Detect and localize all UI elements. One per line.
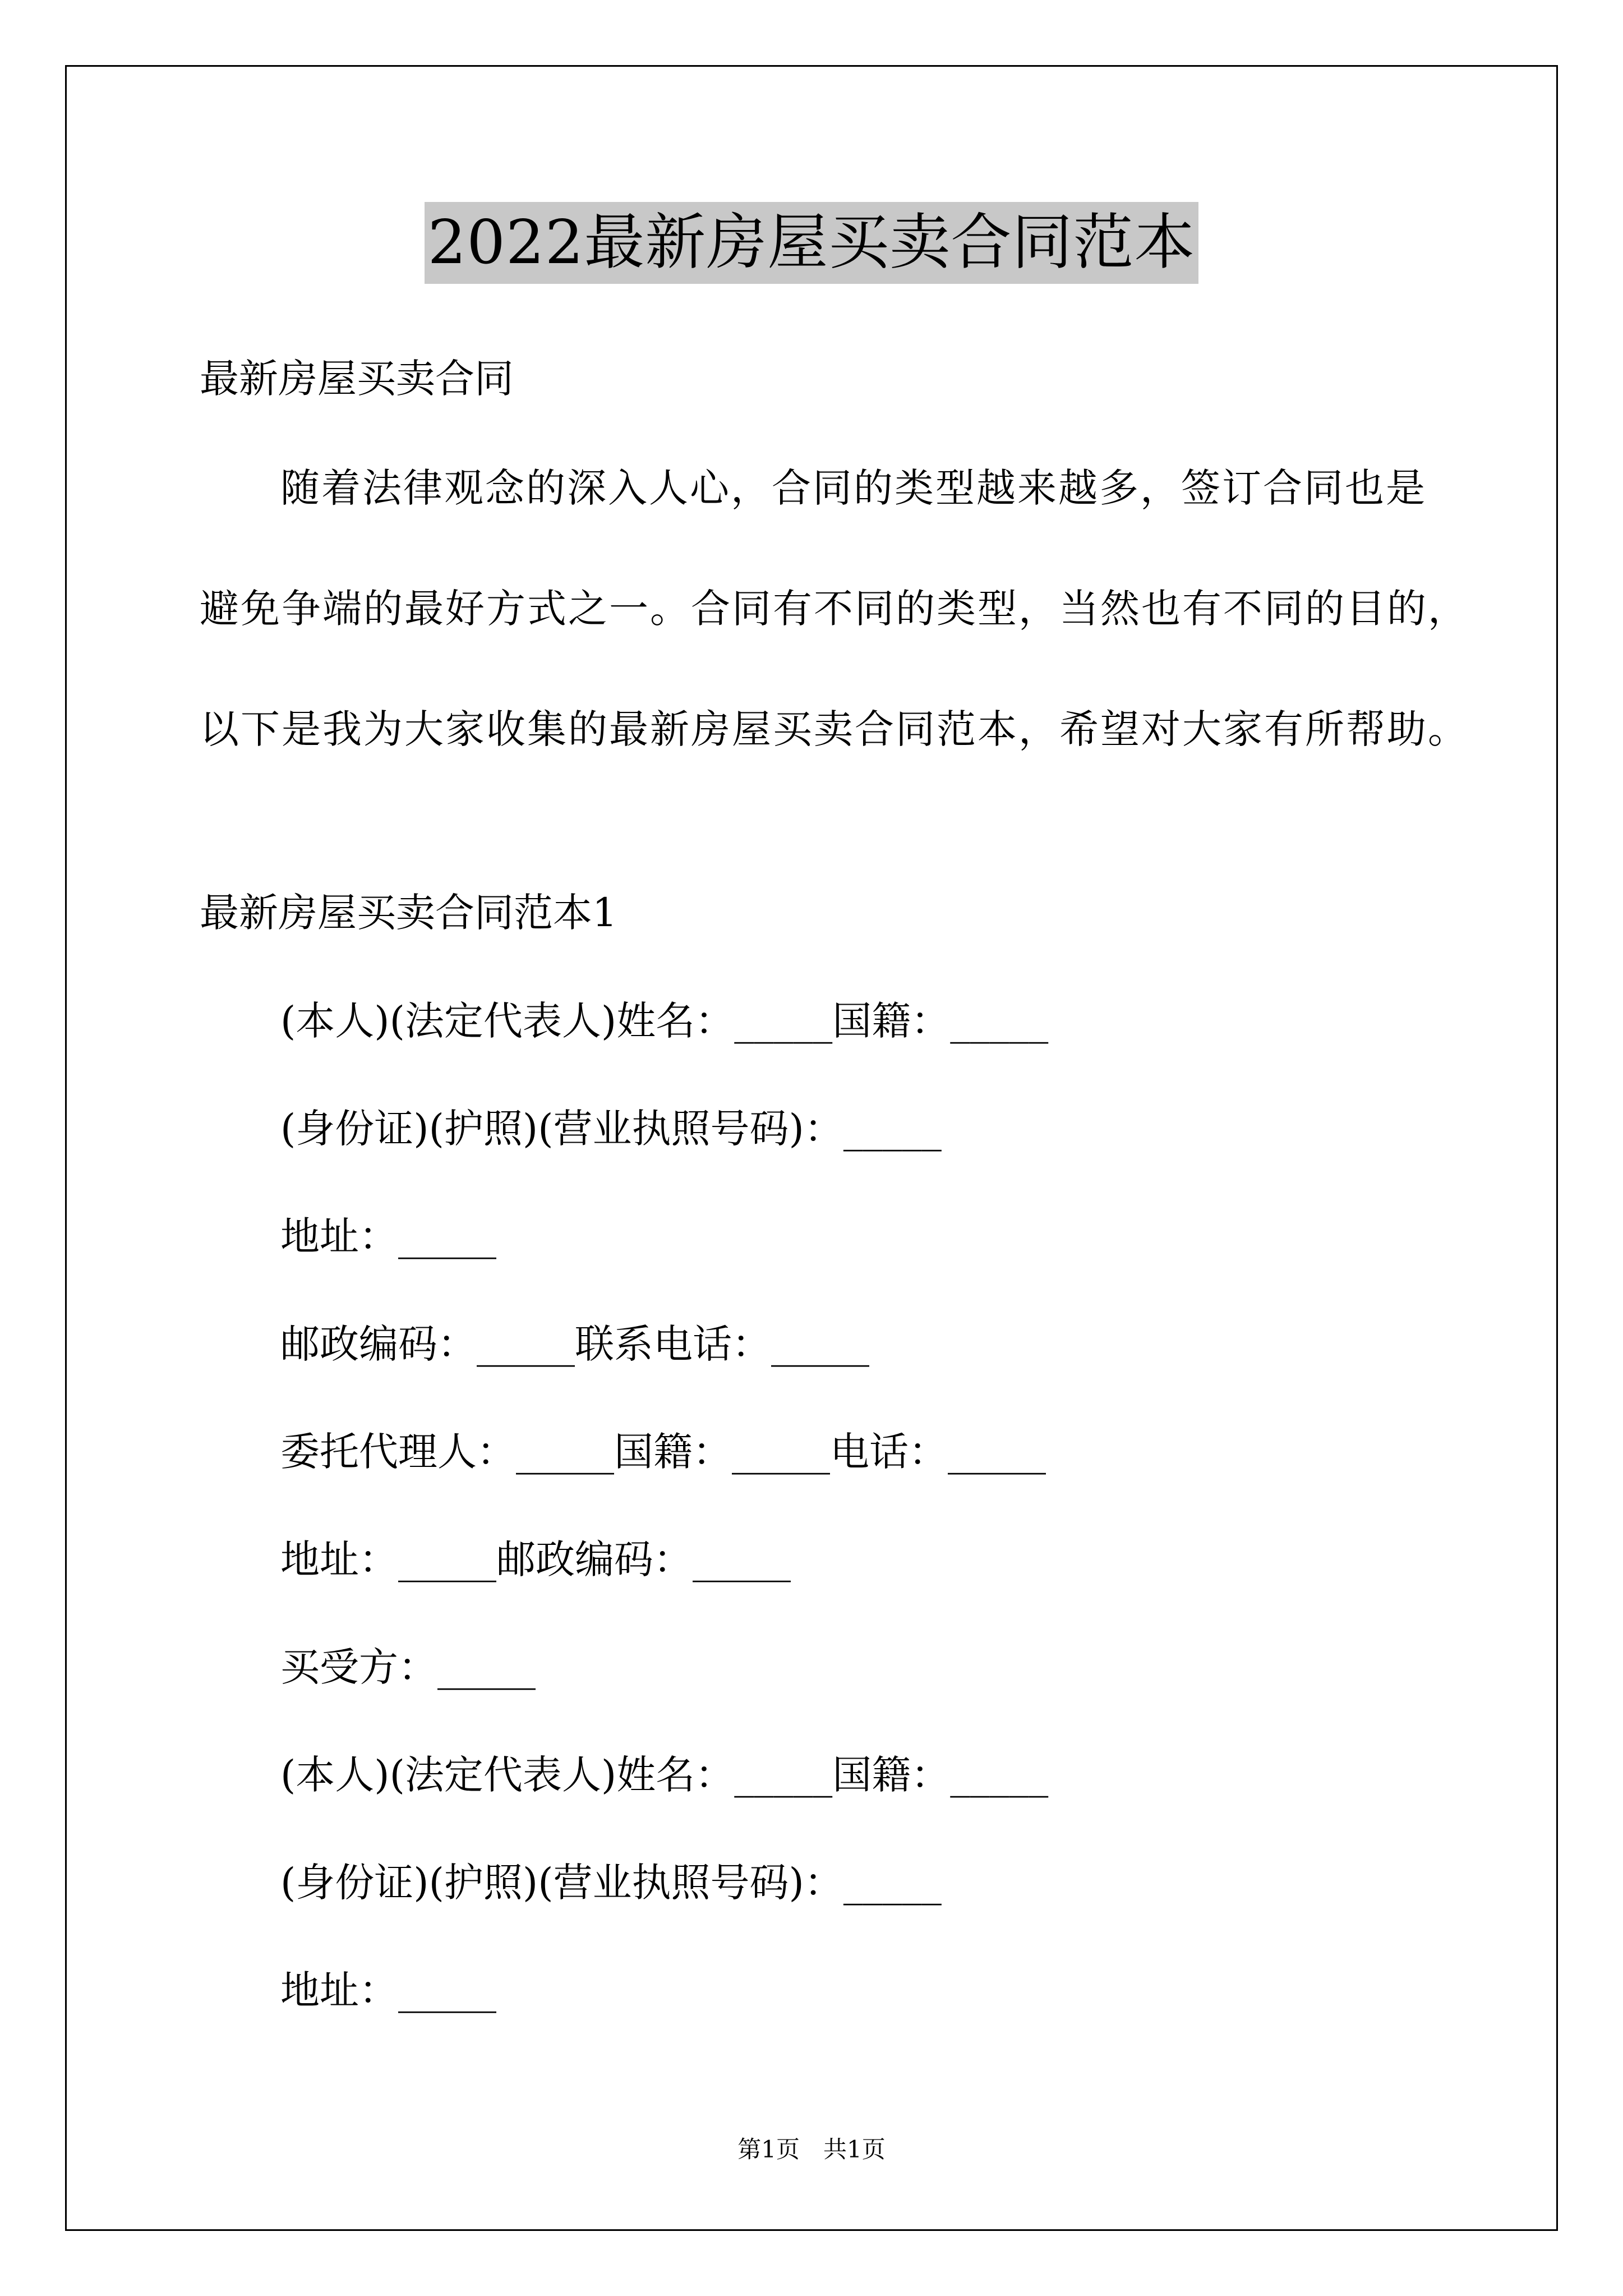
field-line-1: (本人)(法定代表人)姓名：_____国籍：_____	[280, 998, 1049, 1044]
field-line-7: 买受方：_____	[280, 1644, 536, 1690]
document-title: 2022最新房屋买卖合同范本	[425, 202, 1199, 284]
field-line-2: (身份证)(护照)(营业执照号码)：_____	[280, 1106, 942, 1152]
field-line-3: 地址：_____	[280, 1213, 496, 1259]
field-line-5: 委托代理人：_____国籍：_____电话：_____	[280, 1429, 1046, 1475]
intro-line-1: 随着法律观念的深入人心，合同的类型越来越多，签订合同也是	[280, 465, 1427, 511]
field-line-8: (本人)(法定代表人)姓名：_____国籍：_____	[280, 1752, 1049, 1798]
field-line-4: 邮政编码：_____联系电话：_____	[280, 1321, 869, 1367]
intro-line-2: 避免争端的最好方式之一。合同有不同的类型，当然也有不同的目的，	[200, 586, 1469, 632]
document-subtitle: 最新房屋买卖合同	[200, 356, 514, 402]
title-container	[0, 202, 1623, 284]
intro-line-3: 以下是我为大家收集的最新房屋买卖合同范本，希望对大家有所帮助。	[200, 706, 1469, 752]
field-line-9: (身份证)(护照)(营业执照号码)：_____	[280, 1860, 942, 1906]
page-footer: 第1页 共1页	[737, 2136, 886, 2163]
section-heading: 最新房屋买卖合同范本1	[200, 890, 617, 936]
field-line-10: 地址：_____	[280, 1967, 496, 2013]
field-line-6: 地址：_____邮政编码：_____	[280, 1536, 791, 1582]
